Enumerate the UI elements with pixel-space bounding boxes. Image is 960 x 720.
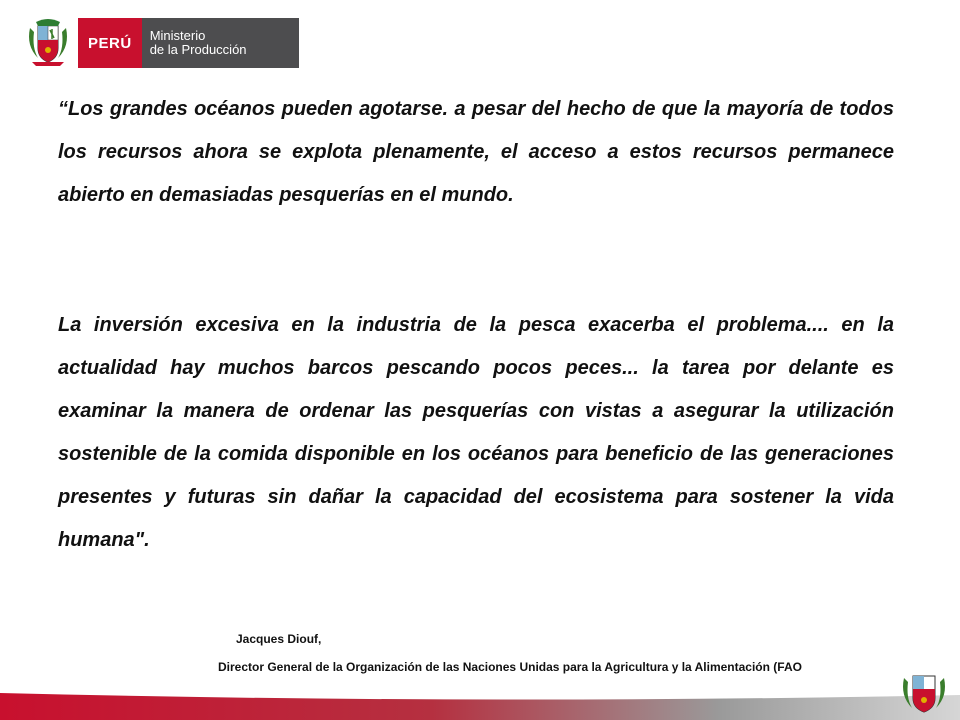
country-label: PERÚ [78,18,142,68]
ministry-name-line2: de la Producción [149,42,247,57]
quote-paragraph-2: La inversión excesiva en la industria de la pesca exacerba el problema.... en la actualidad hay muchos barcos pescando pocos peces... la tarea por delante es examinar la manera de ordenar las pesquerías con vistas a asegurar la utilización sostenible de la comida disponible en los océanos para beneficio de las generaciones presentes y futuras sin dañar la capacidad del ecosistema para sostener la vida humana". [58,314,894,551]
ministry-name-line1: Ministerio [149,28,206,43]
corner-coat-of-arms-icon [900,670,948,716]
coat-of-arms-icon [24,18,72,68]
quote-paragraph-1: “Los grandes océanos pueden agotarse. a pesar del hecho de que la mayoría de todos los recursos ahora se explota plenamente, el acceso a estos recursos permanece abierto en demasiadas pesquerías en el mundo. [58,98,894,206]
ministry-logo [24,18,299,68]
author-name: Jacques Diouf, [236,632,322,646]
ministry-name [142,18,299,68]
decorative-bottom-band [0,682,960,720]
author-role: Director General de la Organización de las Naciones Unidas para la Agricultura y la Alimentación (FAO [218,660,802,674]
